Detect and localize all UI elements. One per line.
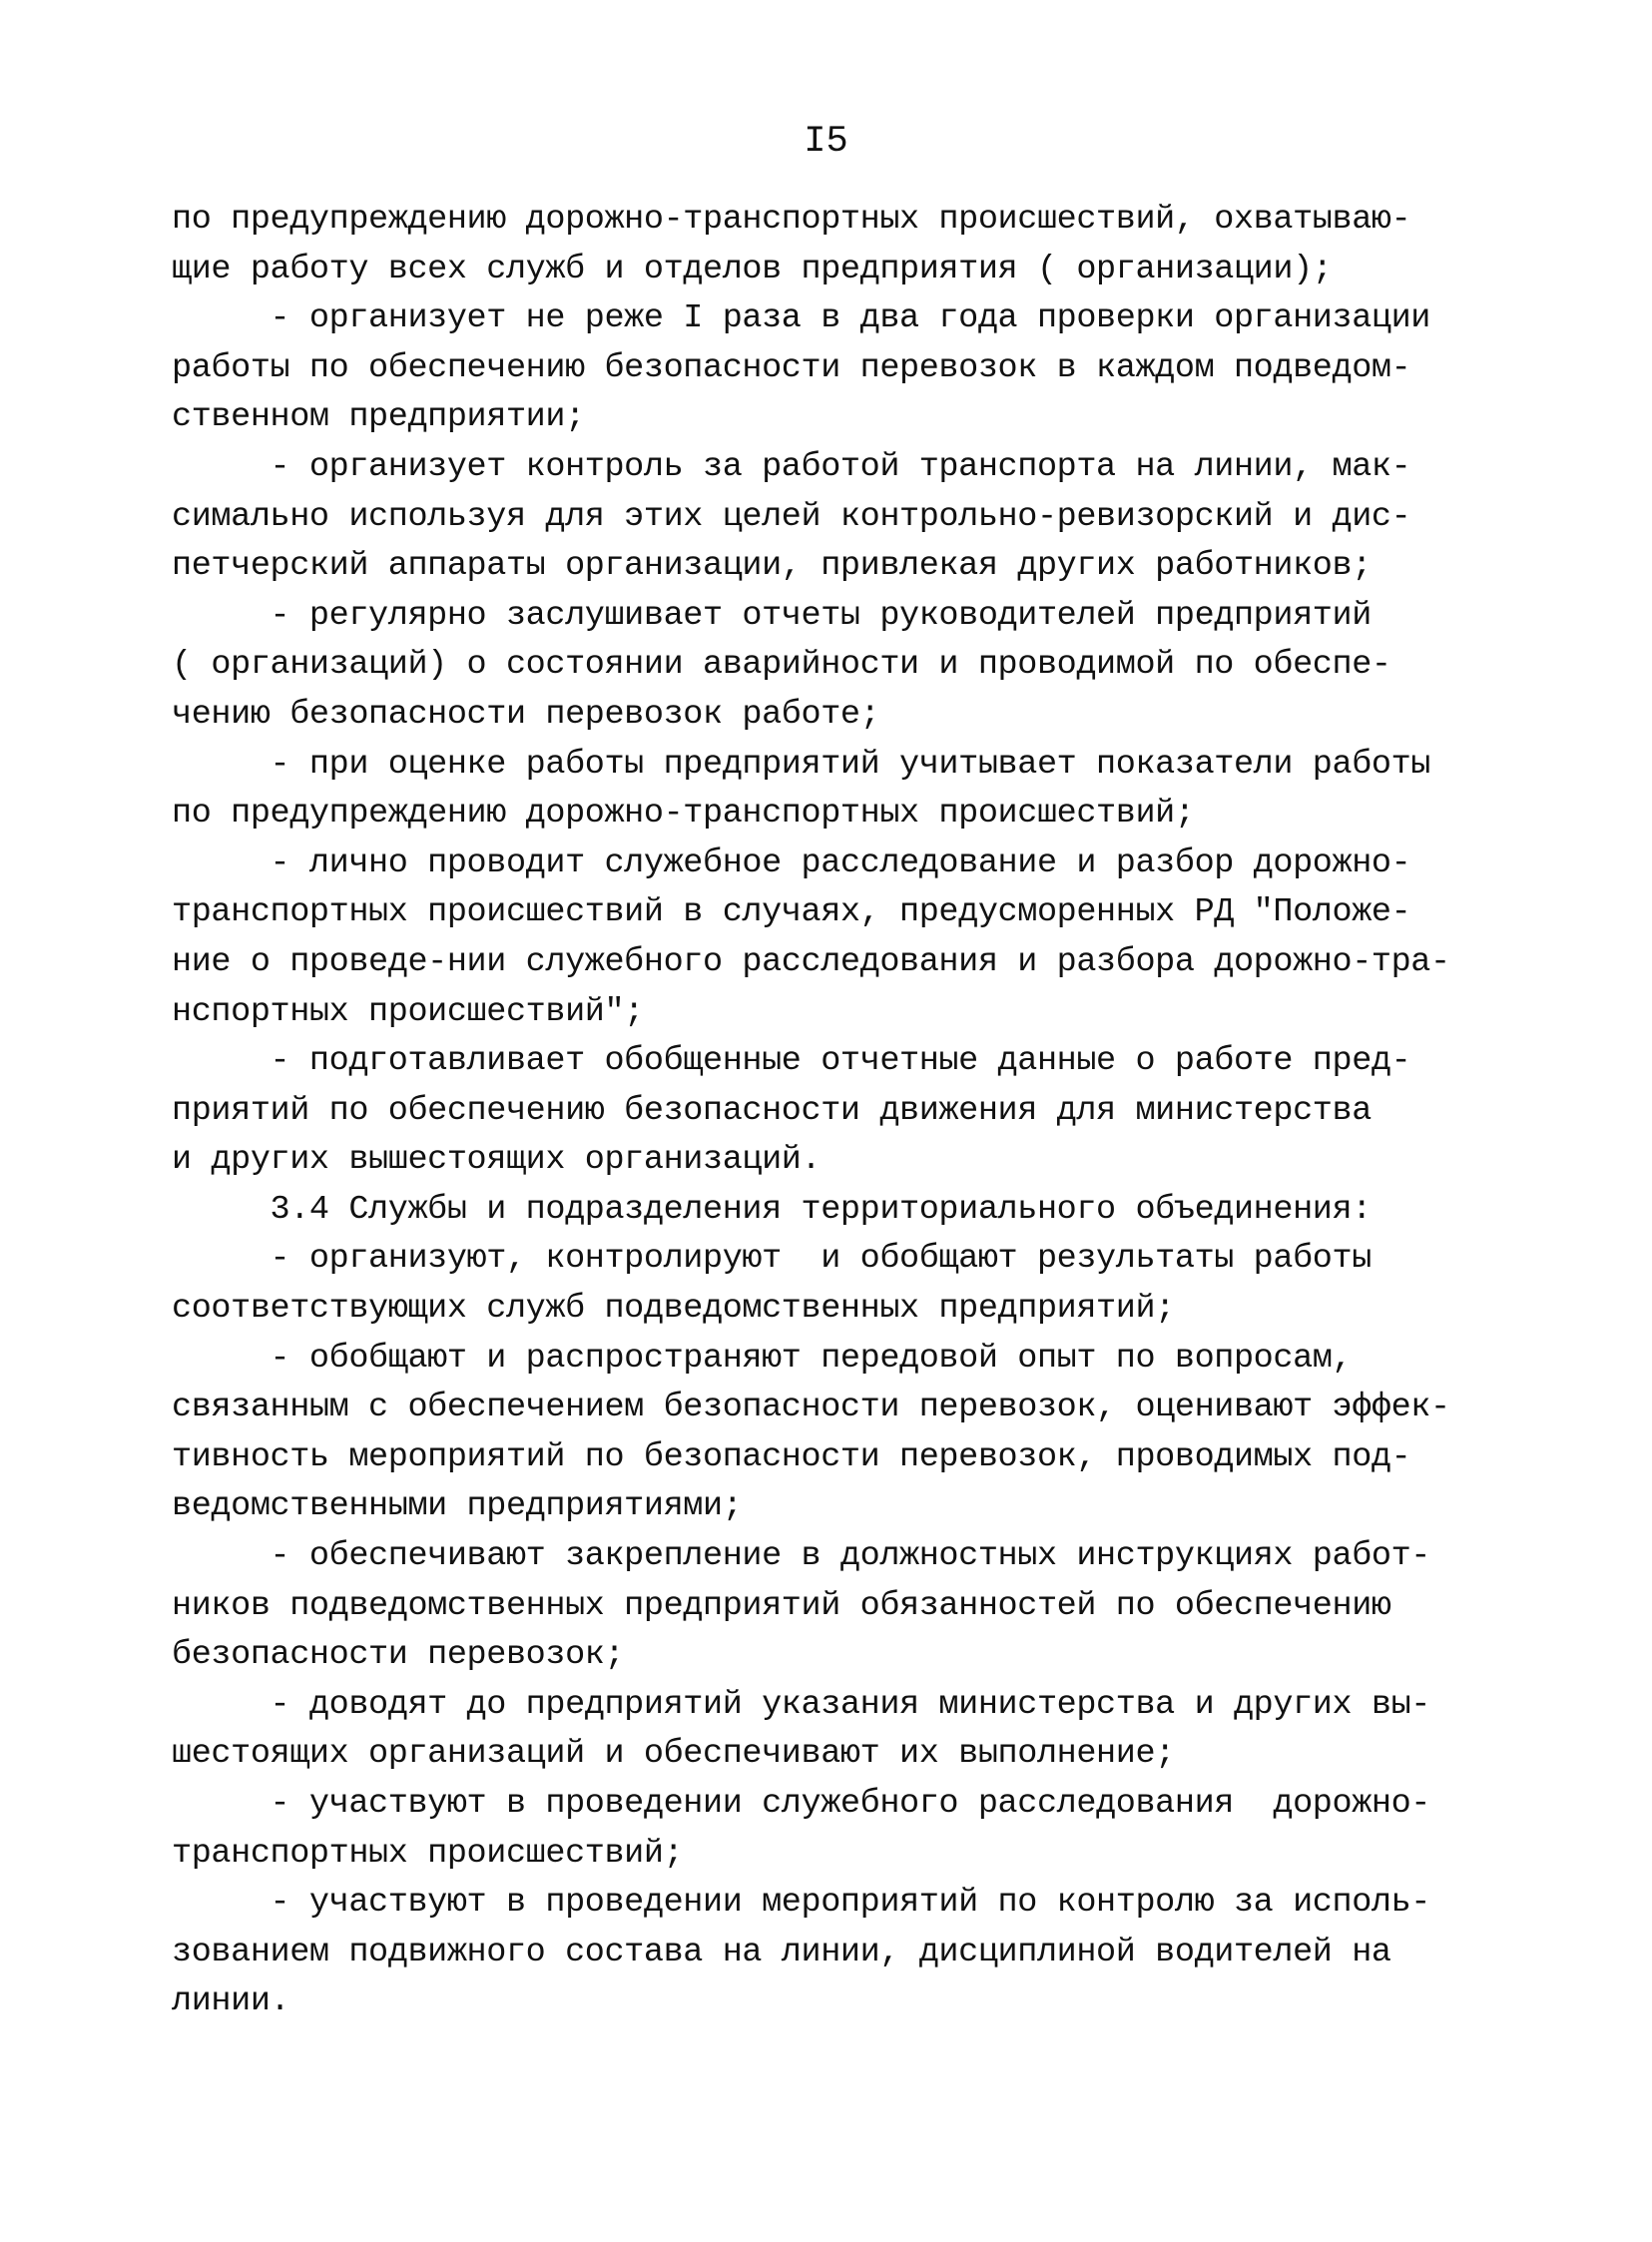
page-number: I5 <box>804 121 848 163</box>
text-line: зованием подвижного состава на линии, дисциплиной водителей на <box>172 1933 1391 1971</box>
text-line: и других вышестоящих организаций. <box>172 1141 822 1180</box>
text-line: - лично проводит служебное расследование и разбор дорожно- <box>172 843 1411 882</box>
text-line: шестоящих организаций и обеспечивают их выполнение; <box>172 1735 1175 1774</box>
text-line: по предупреждению дорожно-транспортных происшествий; <box>172 795 1195 834</box>
text-line: ( организаций) о состоянии аварийности и проводимой по обеспе- <box>172 646 1391 685</box>
text-line: - доводят до предприятий указания министерства и других вы- <box>172 1685 1431 1724</box>
text-line: связанным с обеспечением безопасности перевозок, оценивают эффек- <box>172 1389 1450 1427</box>
text-line: тивность мероприятий по безопасности перевозок, проводимых под- <box>172 1437 1411 1476</box>
text-line: транспортных происшествий; <box>172 1834 684 1873</box>
text-line: - регулярно заслушивает отчеты руководителей предприятий <box>172 596 1372 635</box>
text-line: - при оценке работы предприятий учитывает показатели работы <box>172 745 1431 784</box>
text-line: ственном предприятии; <box>172 398 585 437</box>
text-line: 3.4 Службы и подразделения территориального объединения: <box>172 1190 1372 1229</box>
text-line: - организуют, контролируют и обобщают результаты работы <box>172 1240 1372 1279</box>
text-body <box>172 196 1489 2027</box>
text-line: - обеспечивают закрепление в должностных инструкциях работ- <box>172 1537 1431 1576</box>
text-line: транспортных происшествий в случаях, предусморенных РД "Положе- <box>172 893 1411 932</box>
text-line: безопасности перевозок; <box>172 1636 625 1675</box>
text-line: ников подведомственных предприятий обязанностей по обеспечению <box>172 1586 1391 1625</box>
text-line: - обобщают и распространяют передовой опыт по вопросам, <box>172 1339 1353 1378</box>
text-line: - организует контроль за работой транспорта на линии, мак- <box>172 447 1411 486</box>
text-line: по предупреждению дорожно-транспортных происшествий, охватываю- <box>172 201 1411 239</box>
text-line: соответствующих служб подведомственных предприятий; <box>172 1290 1175 1329</box>
text-line: приятий по обеспечению безопасности движения для министерства <box>172 1091 1372 1130</box>
text-line: петчерский аппараты организации, привлекая других работников; <box>172 547 1372 586</box>
text-line: - участвуют в проведении служебного расследования дорожно- <box>172 1785 1431 1823</box>
text-line: - организует не реже I раза в два года проверки организации <box>172 299 1431 338</box>
text-line: линии. <box>172 1982 290 2021</box>
text-line: работы по обеспечению безопасности перевозок в каждом подведом- <box>172 348 1411 387</box>
text-line: - участвуют в проведении мероприятий по контролю за исполь- <box>172 1884 1431 1923</box>
text-line: чению безопасности перевозок работе; <box>172 695 880 734</box>
text-line: ние о проведе-нии служебного расследования и разбора дорожно-тра- <box>172 942 1450 981</box>
text-line: щие работу всех служб и отделов предприятия ( организации); <box>172 250 1333 288</box>
text-line: нспортных происшествий"; <box>172 992 644 1031</box>
text-line: ведомственными предприятиями; <box>172 1487 743 1526</box>
text-line: - подготавливает обобщенные отчетные данные о работе пред- <box>172 1042 1411 1081</box>
text-line: симально используя для этих целей контрольно-ревизорский и дис- <box>172 497 1411 536</box>
